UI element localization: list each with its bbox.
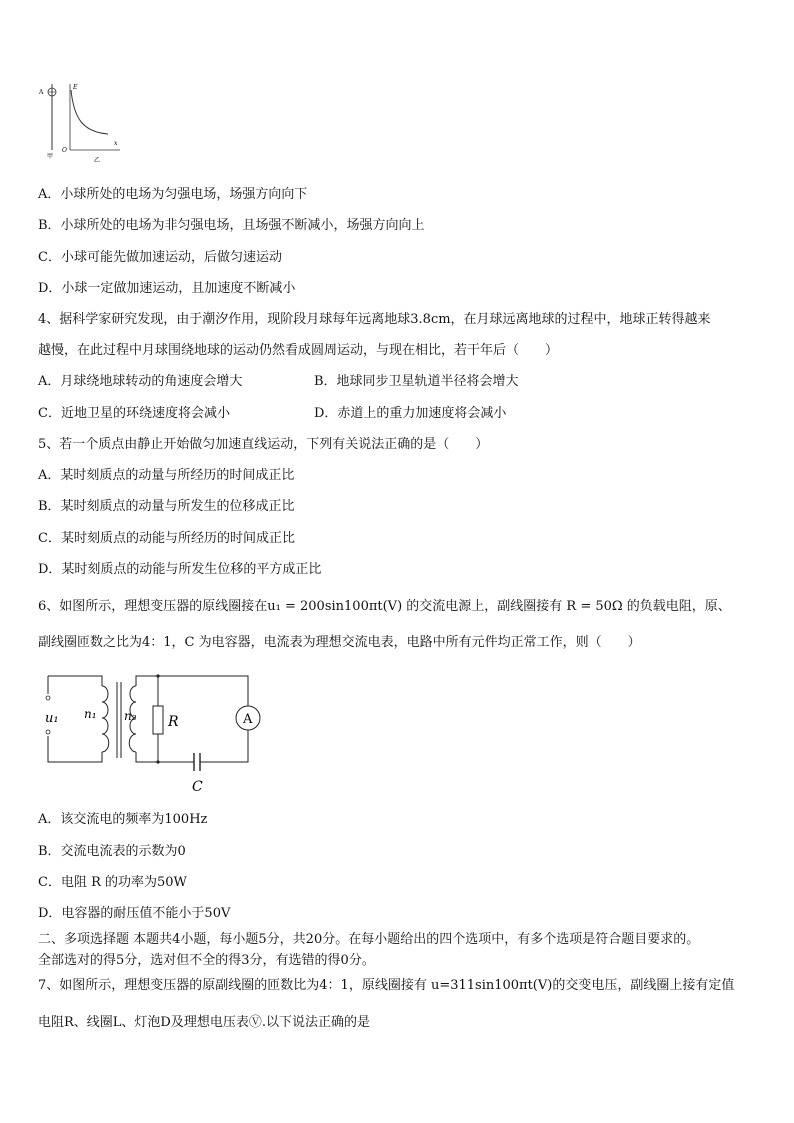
resistor	[153, 706, 163, 734]
label-n2: n₂	[124, 709, 137, 723]
q4-option-d: D．赤道上的重力加速度将会减小	[314, 406, 507, 421]
q5-stem: 5、若一个质点由静止开始做匀加速直线运动，下列有关说法正确的是（ ）	[38, 437, 489, 452]
primary-coil	[102, 686, 109, 752]
label-E: E	[73, 84, 78, 91]
q6-option-a: A．该交流电的频率为100Hz	[38, 812, 208, 827]
q5-option-c: C．某时刻质点的动能与所经历的时间成正比	[38, 531, 295, 546]
q4-option-b: B．地球同步卫星轨道半径将会增大	[314, 374, 519, 389]
secondary-wire-top	[136, 676, 248, 706]
q6-stem-line1: 6、如图所示，理想变压器的原线圈接在u₁ = 200sin100πt(V) 的交流电源上，副线圈接有 R = 50Ω 的负载电阻，原、	[38, 599, 731, 614]
q4-option-c: C．近地卫星的环绕速度将会减小	[38, 406, 230, 421]
primary-wire-bottom	[48, 736, 102, 762]
terminal-top	[46, 696, 50, 700]
label-n1: n₁	[84, 707, 97, 721]
q4-stem-line2: 越慢，在此过程中月球围绕地球的运动仍然看成圆周运动，与现在相比，若干年后（ ）	[38, 343, 559, 358]
label-ammeter: A	[243, 712, 253, 727]
figure-field-graph	[36, 80, 136, 166]
q4-option-a: A．月球绕地球转动的角速度会增大	[38, 374, 243, 389]
section2-line2: 全部选对的得5分，选对但不全的得3分，有选错的得0分。	[38, 953, 375, 968]
q6-option-d: D．电容器的耐压值不能小于50V	[38, 906, 231, 921]
q3-option-b: B．小球所处的电场为非匀强电场，且场强不断减小，场强方向向上	[38, 218, 425, 233]
label-C: C	[192, 779, 203, 795]
label-R: R	[168, 714, 179, 730]
terminal-bottom	[46, 730, 50, 734]
label-u1: u₁	[45, 711, 59, 726]
q3-option-d: D．小球一定做加速运动，且加速度不断减小	[38, 281, 296, 296]
q5-option-d: D．某时刻质点的动能与所发生位移的平方成正比	[38, 562, 322, 577]
label-yi: 乙	[94, 157, 101, 164]
label-x: x	[114, 140, 118, 147]
figure-transformer-circuit	[40, 668, 266, 798]
q6-option-b: B．交流电流表的示数为0	[38, 844, 186, 859]
q6-option-c: C．电阻 R 的功率为50W	[38, 875, 187, 890]
q5-option-a: A．某时刻质点的动量与所经历的时间成正比	[38, 468, 295, 483]
e-curve	[71, 90, 108, 134]
q6-stem-line2: 副线圈匝数之比为4：1，C 为电容器，电流表为理想交流电表，电路中所有元件均正常工作，则（ ）	[38, 635, 641, 650]
section2-line1: 二、多项选择题 本题共4小题，每小题5分，共20分。在每小题给出的四个选项中，有多个选项是符合题目要求的。	[38, 932, 700, 947]
q3-option-a: A．小球所处的电场为匀强电场，场强方向向下	[38, 187, 308, 202]
q3-option-c: C．小球可能先做加速运动，后做匀速运动	[38, 250, 282, 265]
q7-stem-line1: 7、如图所示，理想变压器的原副线圈的匝数比为4：1，原线圈接有 u=311sin100πt(V)的交变电压，副线圈上接有定值	[38, 978, 735, 993]
q5-option-b: B．某时刻质点的动量与所发生的位移成正比	[38, 499, 295, 514]
secondary-wire-bottom	[136, 730, 248, 762]
q4-stem-line1: 4、据科学家研究发现，由于潮汐作用，现阶段月球每年远离地球3.8cm，在月球远离地球的过程中，地球正转得越来	[38, 312, 711, 327]
label-O: O	[62, 147, 67, 154]
q7-stem-line2: 电阻R、线圈L、灯泡D及理想电压表Ⓥ.以下说法正确的是	[38, 1015, 370, 1030]
label-jia: 甲	[47, 153, 54, 160]
label-A: A	[39, 89, 44, 96]
primary-wire-top	[48, 676, 102, 694]
